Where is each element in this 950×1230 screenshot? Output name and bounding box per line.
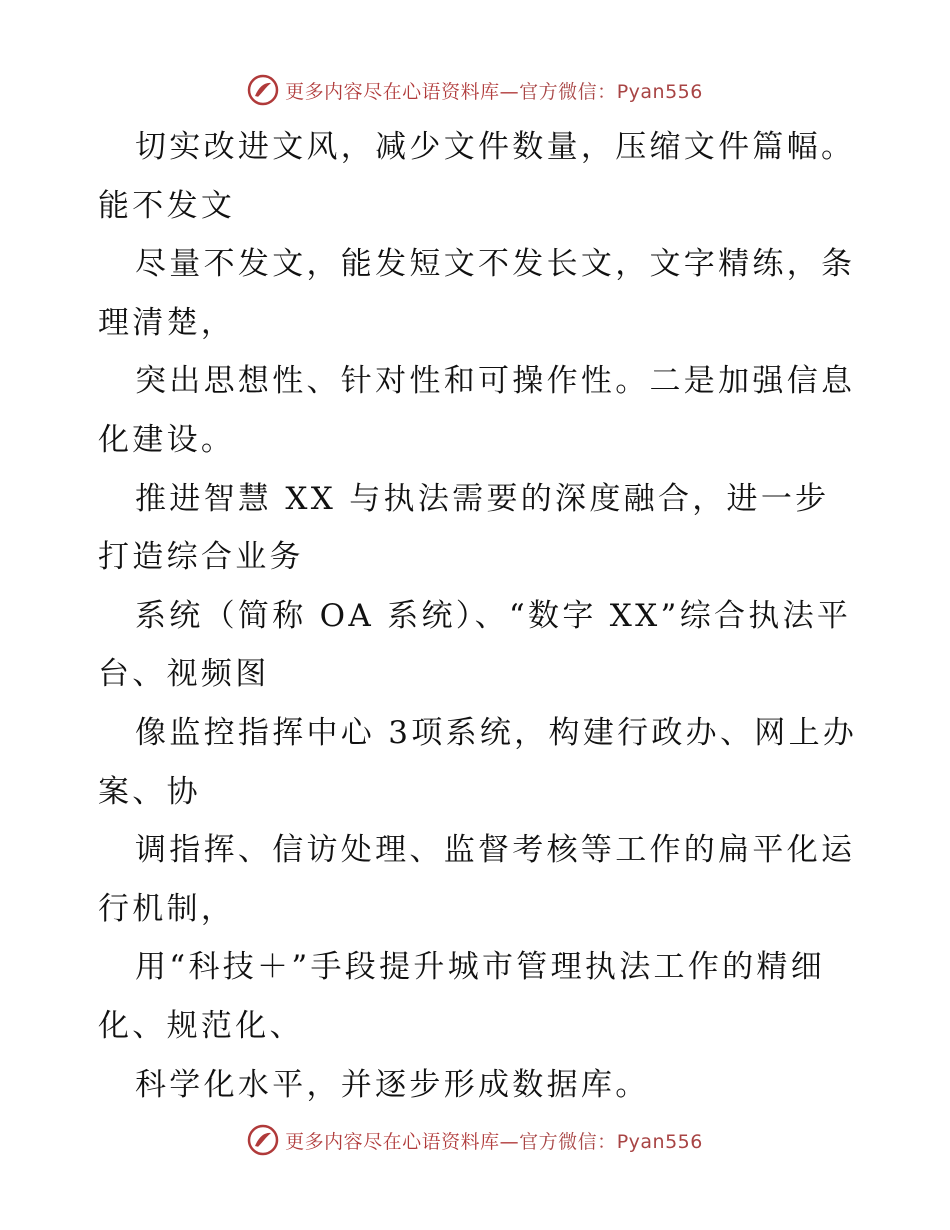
logo-icon [247, 74, 279, 106]
paragraph: 用“科技＋”手段提升城市管理执法工作的精细化、规范化、 [98, 949, 825, 1044]
paragraph: 突出思想性、针对性和可操作性。二是加强信息化建设。 [98, 363, 856, 458]
document-body [98, 118, 858, 1114]
banner-text [285, 1127, 703, 1154]
paragraph: 系统（简称 OA 系统）、“数字 XX”综合执法平台、视频图 [98, 597, 852, 693]
header-banner [0, 70, 950, 110]
banner-dash: — [499, 80, 520, 103]
footer-banner [0, 1120, 950, 1160]
paragraph: 科学化水平，并逐步形成数据库。 [135, 1066, 650, 1103]
logo-icon [247, 1124, 279, 1156]
banner-site-text: 更多内容尽在心语资料库 [285, 80, 500, 103]
banner-text [285, 77, 703, 104]
banner-wechat-label: 官方微信： [519, 80, 617, 103]
paragraph: 切实改进文风，减少文件数量，压缩文件篇幅。能不发文 [98, 129, 856, 224]
paragraph: 尽量不发文，能发短文不发长文，文字精练，条理清楚， [98, 246, 856, 341]
banner-wechat-label: 官方微信： [519, 1130, 617, 1153]
banner-dash: — [499, 1130, 520, 1153]
paragraph: 像监控指挥中心 3项系统，构建行政办、网上办案、协 [98, 714, 858, 810]
paragraph: 调指挥、信访处理、监督考核等工作的扁平化运行机制， [98, 832, 856, 927]
banner-site-text: 更多内容尽在心语资料库 [285, 1130, 500, 1153]
banner-wechat-id: Pyan556 [616, 80, 703, 103]
banner-wechat-id: Pyan556 [616, 1130, 703, 1153]
paragraph: 推进智慧 XX 与执法需要的深度融合，进一步打造综合业务 [98, 480, 830, 576]
